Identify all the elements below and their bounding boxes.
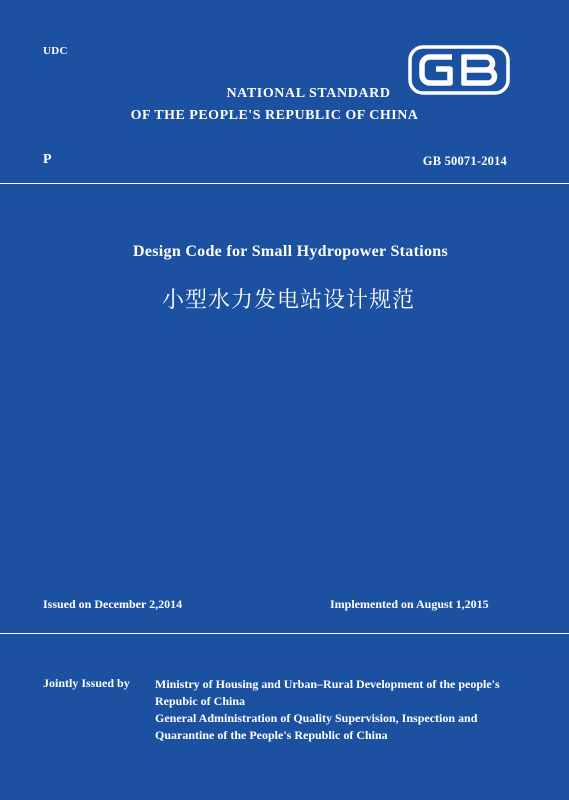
issuer-line: Quarantine of the People's Republic of China [155, 728, 388, 742]
issuer-line: Ministry of Housing and Urban–Rural Development of the people's [155, 677, 500, 691]
udc-label: UDC [43, 45, 68, 57]
top-divider [0, 183, 569, 184]
standard-number: GB 50071-2014 [422, 154, 507, 168]
issued-date: Issued on December 2,2014 [43, 597, 183, 611]
category-code: P [43, 152, 52, 167]
implemented-date: Implemented on August 1,2015 [330, 597, 489, 611]
jointly-issued-label: Jointly Issued by [43, 676, 130, 690]
issuer-list [155, 676, 555, 744]
title-chinese: 小型水力发电站设计规范 [161, 288, 415, 313]
title-english: Design Code for Small Hydropower Stations [133, 243, 448, 260]
standard-heading-line2: OF THE PEOPLE'S REPUBLIC OF CHINA [130, 108, 419, 123]
bottom-divider [0, 633, 569, 634]
issuer-line: General Administration of Quality Supervision, Inspection and [155, 711, 478, 725]
standard-heading-line1: NATIONAL STANDARD [226, 86, 391, 101]
issuer-line: Repubic of China [155, 694, 246, 708]
